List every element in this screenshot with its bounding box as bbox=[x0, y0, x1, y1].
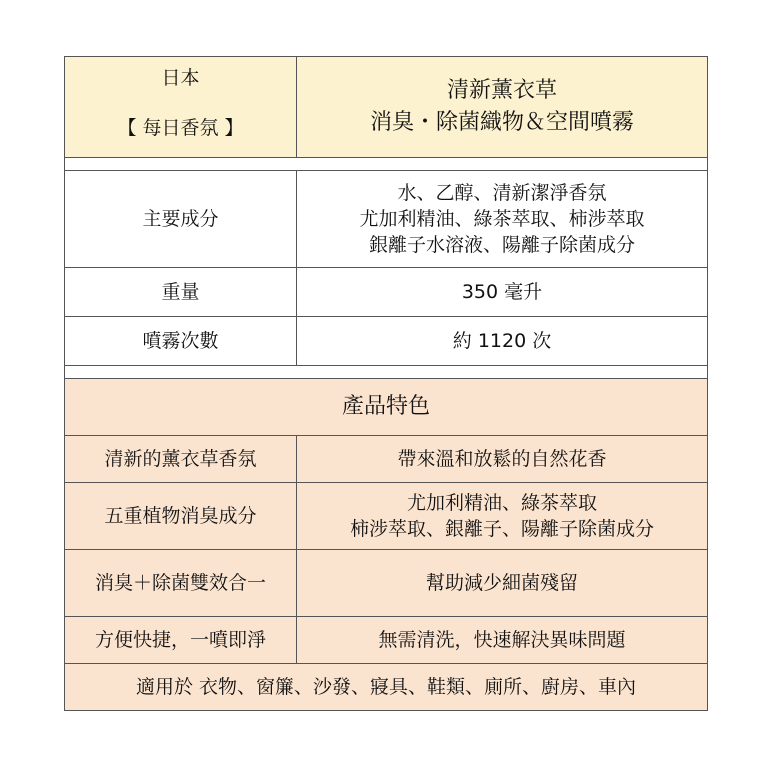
feature-row bbox=[65, 617, 708, 664]
product-title-line-2: 消臭・除菌織物＆空間噴霧 bbox=[369, 110, 634, 135]
feature-label: 清新的薰衣草香氛 bbox=[65, 436, 297, 483]
ingredients-label: 主要成分 bbox=[65, 171, 297, 268]
feature-row bbox=[65, 436, 708, 483]
product-title-cell bbox=[297, 57, 708, 158]
sprays-row bbox=[65, 317, 708, 366]
feature-value bbox=[297, 550, 708, 617]
brand-subtitle: 【 每日香氛 】 bbox=[117, 117, 244, 139]
feature-label: 五重植物消臭成分 bbox=[65, 483, 297, 550]
feature-value-line: 尤加利精油、綠茶萃取 bbox=[406, 492, 597, 514]
header-row bbox=[65, 57, 708, 158]
ingredients-value bbox=[297, 171, 708, 268]
feature-row bbox=[65, 483, 708, 550]
product-title-line-1: 清新薰衣草 bbox=[446, 78, 557, 103]
ingredients-line: 水、乙醇、清新潔淨香氛 bbox=[397, 182, 607, 204]
feature-value bbox=[297, 483, 708, 550]
features-title: 產品特色 bbox=[65, 379, 708, 436]
brand-name: 日本 bbox=[161, 67, 200, 89]
feature-value-line: 柿涉萃取、銀離子、陽離子除菌成分 bbox=[349, 518, 654, 540]
brand-cell bbox=[65, 57, 297, 158]
ingredients-line: 尤加利精油、綠茶萃取、柿涉萃取 bbox=[359, 208, 645, 230]
weight-row bbox=[65, 268, 708, 317]
usage-text: 適用於 衣物、窗簾、沙發、寢具、鞋類、廁所、廚房、車內 bbox=[65, 664, 708, 711]
separator-row bbox=[65, 158, 708, 171]
feature-value-line: 帶來溫和放鬆的自然花香 bbox=[397, 448, 607, 470]
feature-value-line: 無需清洗，快速解決異味問題 bbox=[378, 629, 626, 651]
weight-label: 重量 bbox=[65, 268, 297, 317]
features-title-row bbox=[65, 379, 708, 436]
ingredients-line: 銀離子水溶液、陽離子除菌成分 bbox=[368, 234, 635, 256]
feature-label: 方便快捷，一噴即淨 bbox=[65, 617, 297, 664]
feature-value-line: 幫助減少細菌殘留 bbox=[425, 572, 578, 594]
separator-row bbox=[65, 366, 708, 379]
feature-label: 消臭＋除菌雙效合一 bbox=[65, 550, 297, 617]
ingredients-row bbox=[65, 171, 708, 268]
feature-value bbox=[297, 436, 708, 483]
feature-row bbox=[65, 550, 708, 617]
product-spec-table bbox=[64, 56, 708, 711]
sprays-value: 約 1120 次 bbox=[297, 317, 708, 366]
sprays-label: 噴霧次數 bbox=[65, 317, 297, 366]
usage-row bbox=[65, 664, 708, 711]
feature-value bbox=[297, 617, 708, 664]
weight-value: 350 毫升 bbox=[297, 268, 708, 317]
